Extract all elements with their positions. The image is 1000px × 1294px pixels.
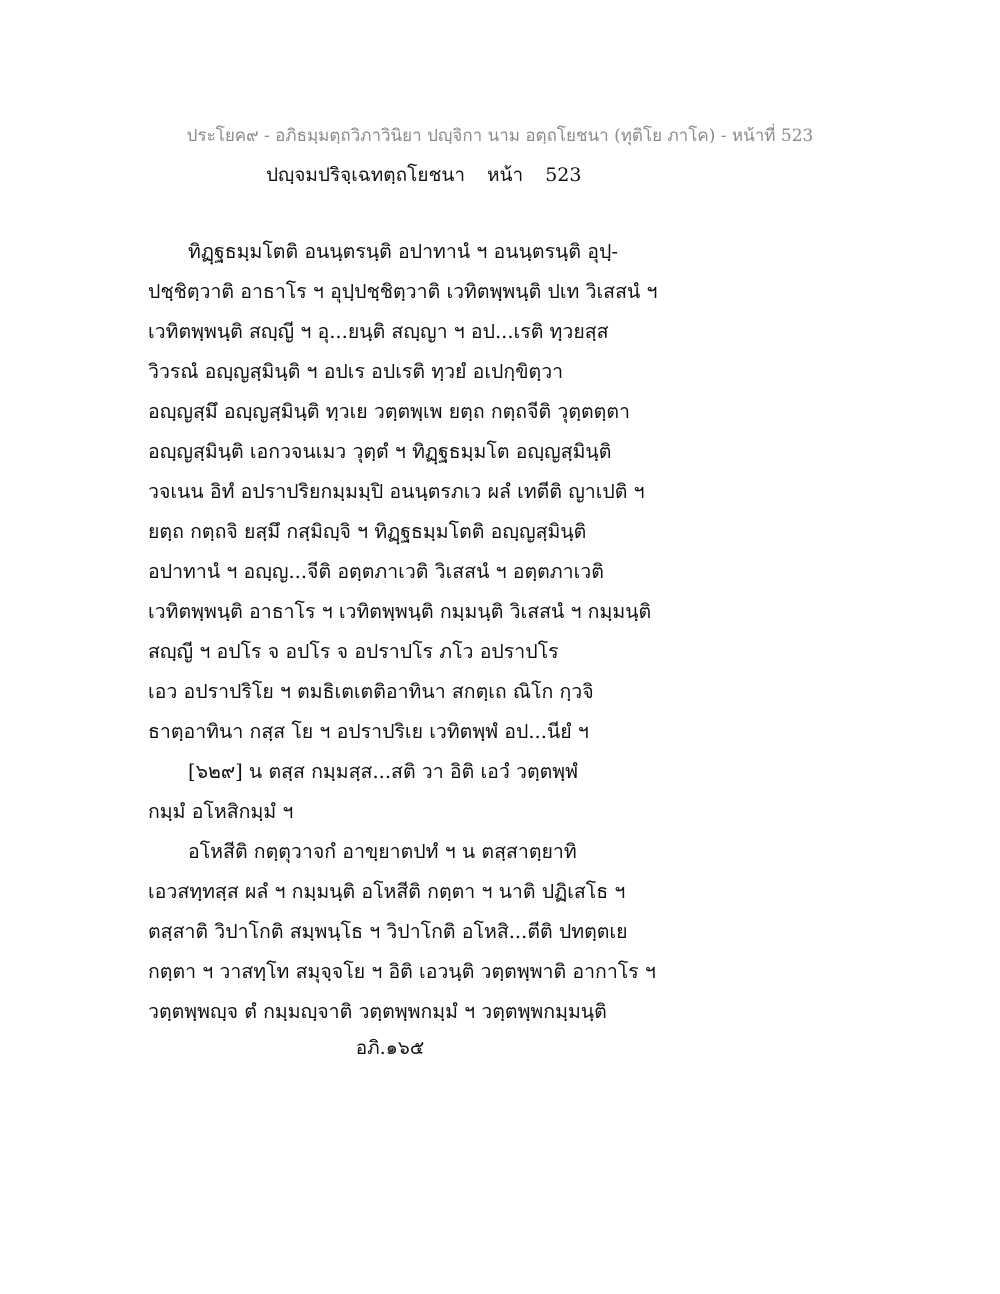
text-line: สญฺญี ฯ อปโร จ อปโร จ อปราปโร ภโว อปราปโร — [148, 640, 559, 663]
page-number: 523 — [545, 164, 582, 186]
text-line: อญฺญสฺมินฺติ เอกวจนเมว วุตฺตํ ฯ ทิฏฺฐธมฺมโต อญฺญสฺมินฺติ — [148, 440, 612, 463]
text-line: เวทิตพฺพนฺติ อาธาโร ฯ เวทิตพฺพนฺติ กมฺมนฺติ วิเสสนํ ฯ กมฺมนฺติ — [148, 600, 652, 623]
text-line: เอวสทฺทสฺส ผลํ ฯ กมฺมนฺติ อโหสีติ กตฺตา ฯ นาติ ปฏิเสโธ ฯ — [148, 880, 626, 903]
text-line: ธาตฺอาทินา กสฺส โย ฯ อปราปริเย เวทิตพฺพํ อป...นียํ ฯ — [148, 720, 589, 743]
text-line: อปาทานํ ฯ อญฺญ...จีติ อตฺตภาเวติ วิเสสนํ ฯ อตฺตภาเวติ — [148, 560, 604, 583]
text-line: อญฺญสฺมึ อญฺญสฺมินฺติ ทฺวเย วตฺตพฺเพ ยตฺถ กตฺถจีติ วุตฺตตฺตา — [148, 400, 630, 423]
text-line: เอว อปราปริโย ฯ ตมธิเตเตติอาทินา สกตฺเถ ณิโก กฺวจิ — [148, 680, 594, 703]
text-line: เวทิตพฺพนฺติ สญฺญี ฯ อุ...ยนฺติ สญฺญา ฯ อป...เรติ ทฺวยสฺส — [148, 320, 609, 343]
text-line: อโหสีติ กตฺตุวาจกํ อาขฺยาตปทํ ฯ น ตสฺสาตฺยาทิ — [188, 840, 577, 863]
text-line: ปชฺชิตฺวาติ อาธาโร ฯ อุปฺปชฺชิตฺวาติ เวทิตพฺพนฺติ ปเท วิเสสนํ ฯ — [148, 280, 658, 303]
text-line: วจเนน อิทํ อปราปริยกมฺมมฺปิ อนนฺตรภเว ผลํ เทตีติ ญาเปติ ฯ — [148, 480, 645, 503]
text-line: กมฺมํ อโหสิกมฺมํ ฯ — [148, 800, 294, 823]
text-line: วตฺตพฺพญฺจ ตํ กมฺมญฺจาติ วตฺตพฺพกมฺมํ ฯ วตฺตพฺพกมฺมนฺติ — [148, 1000, 607, 1023]
page-label: หน้า — [487, 164, 524, 186]
page-heading — [266, 160, 581, 190]
text-line: ทิฏฺฐธมฺมโตติ อนนฺตรนฺติ อปาทานํ ฯ อนนฺตรนฺติ อุปฺ- — [188, 240, 618, 263]
text-line: ตสฺสาติ วิปาโกติ สมฺพนฺโธ ฯ วิปาโกติ อโหสิ...ตีติ ปทตฺตเย — [148, 920, 628, 943]
text-line: วิวรณํ อญฺญสฺมินฺติ ฯ อปเร อปเรติ ทฺวยํ อเปกฺขิตฺวา — [148, 360, 564, 383]
body-text — [148, 232, 708, 1032]
running-header: ประโยค๙ - อภิธมฺมตฺถวิภาวินิยา ปญฺจิกา นาม อตฺถโยชนา (ทุติโย ภาโค) - หน้าที่ 523 — [186, 126, 814, 146]
text-line: ยตฺถ กตฺถจิ ยสฺมึ กสฺมิญฺจิ ฯ ทิฏฺฐธมฺมโตติ อญฺญสฺมินฺติ — [148, 520, 587, 543]
text-line: กตฺตา ฯ วาสทฺโท สมุจฺจโย ฯ อิติ เอวนฺติ วตฺตพฺพาติ อากาโร ฯ — [148, 960, 656, 983]
text-line: [๖๒๙] น ตสฺส กมฺมสฺส...สติ วา อิติ เอวํ วตฺตพฺพํ — [188, 760, 578, 783]
footer-reference: อภิ.๑๖๕ — [355, 1037, 425, 1059]
chapter-title: ปญฺจมปริจฺเฉทตฺถโยชนา — [266, 164, 465, 186]
